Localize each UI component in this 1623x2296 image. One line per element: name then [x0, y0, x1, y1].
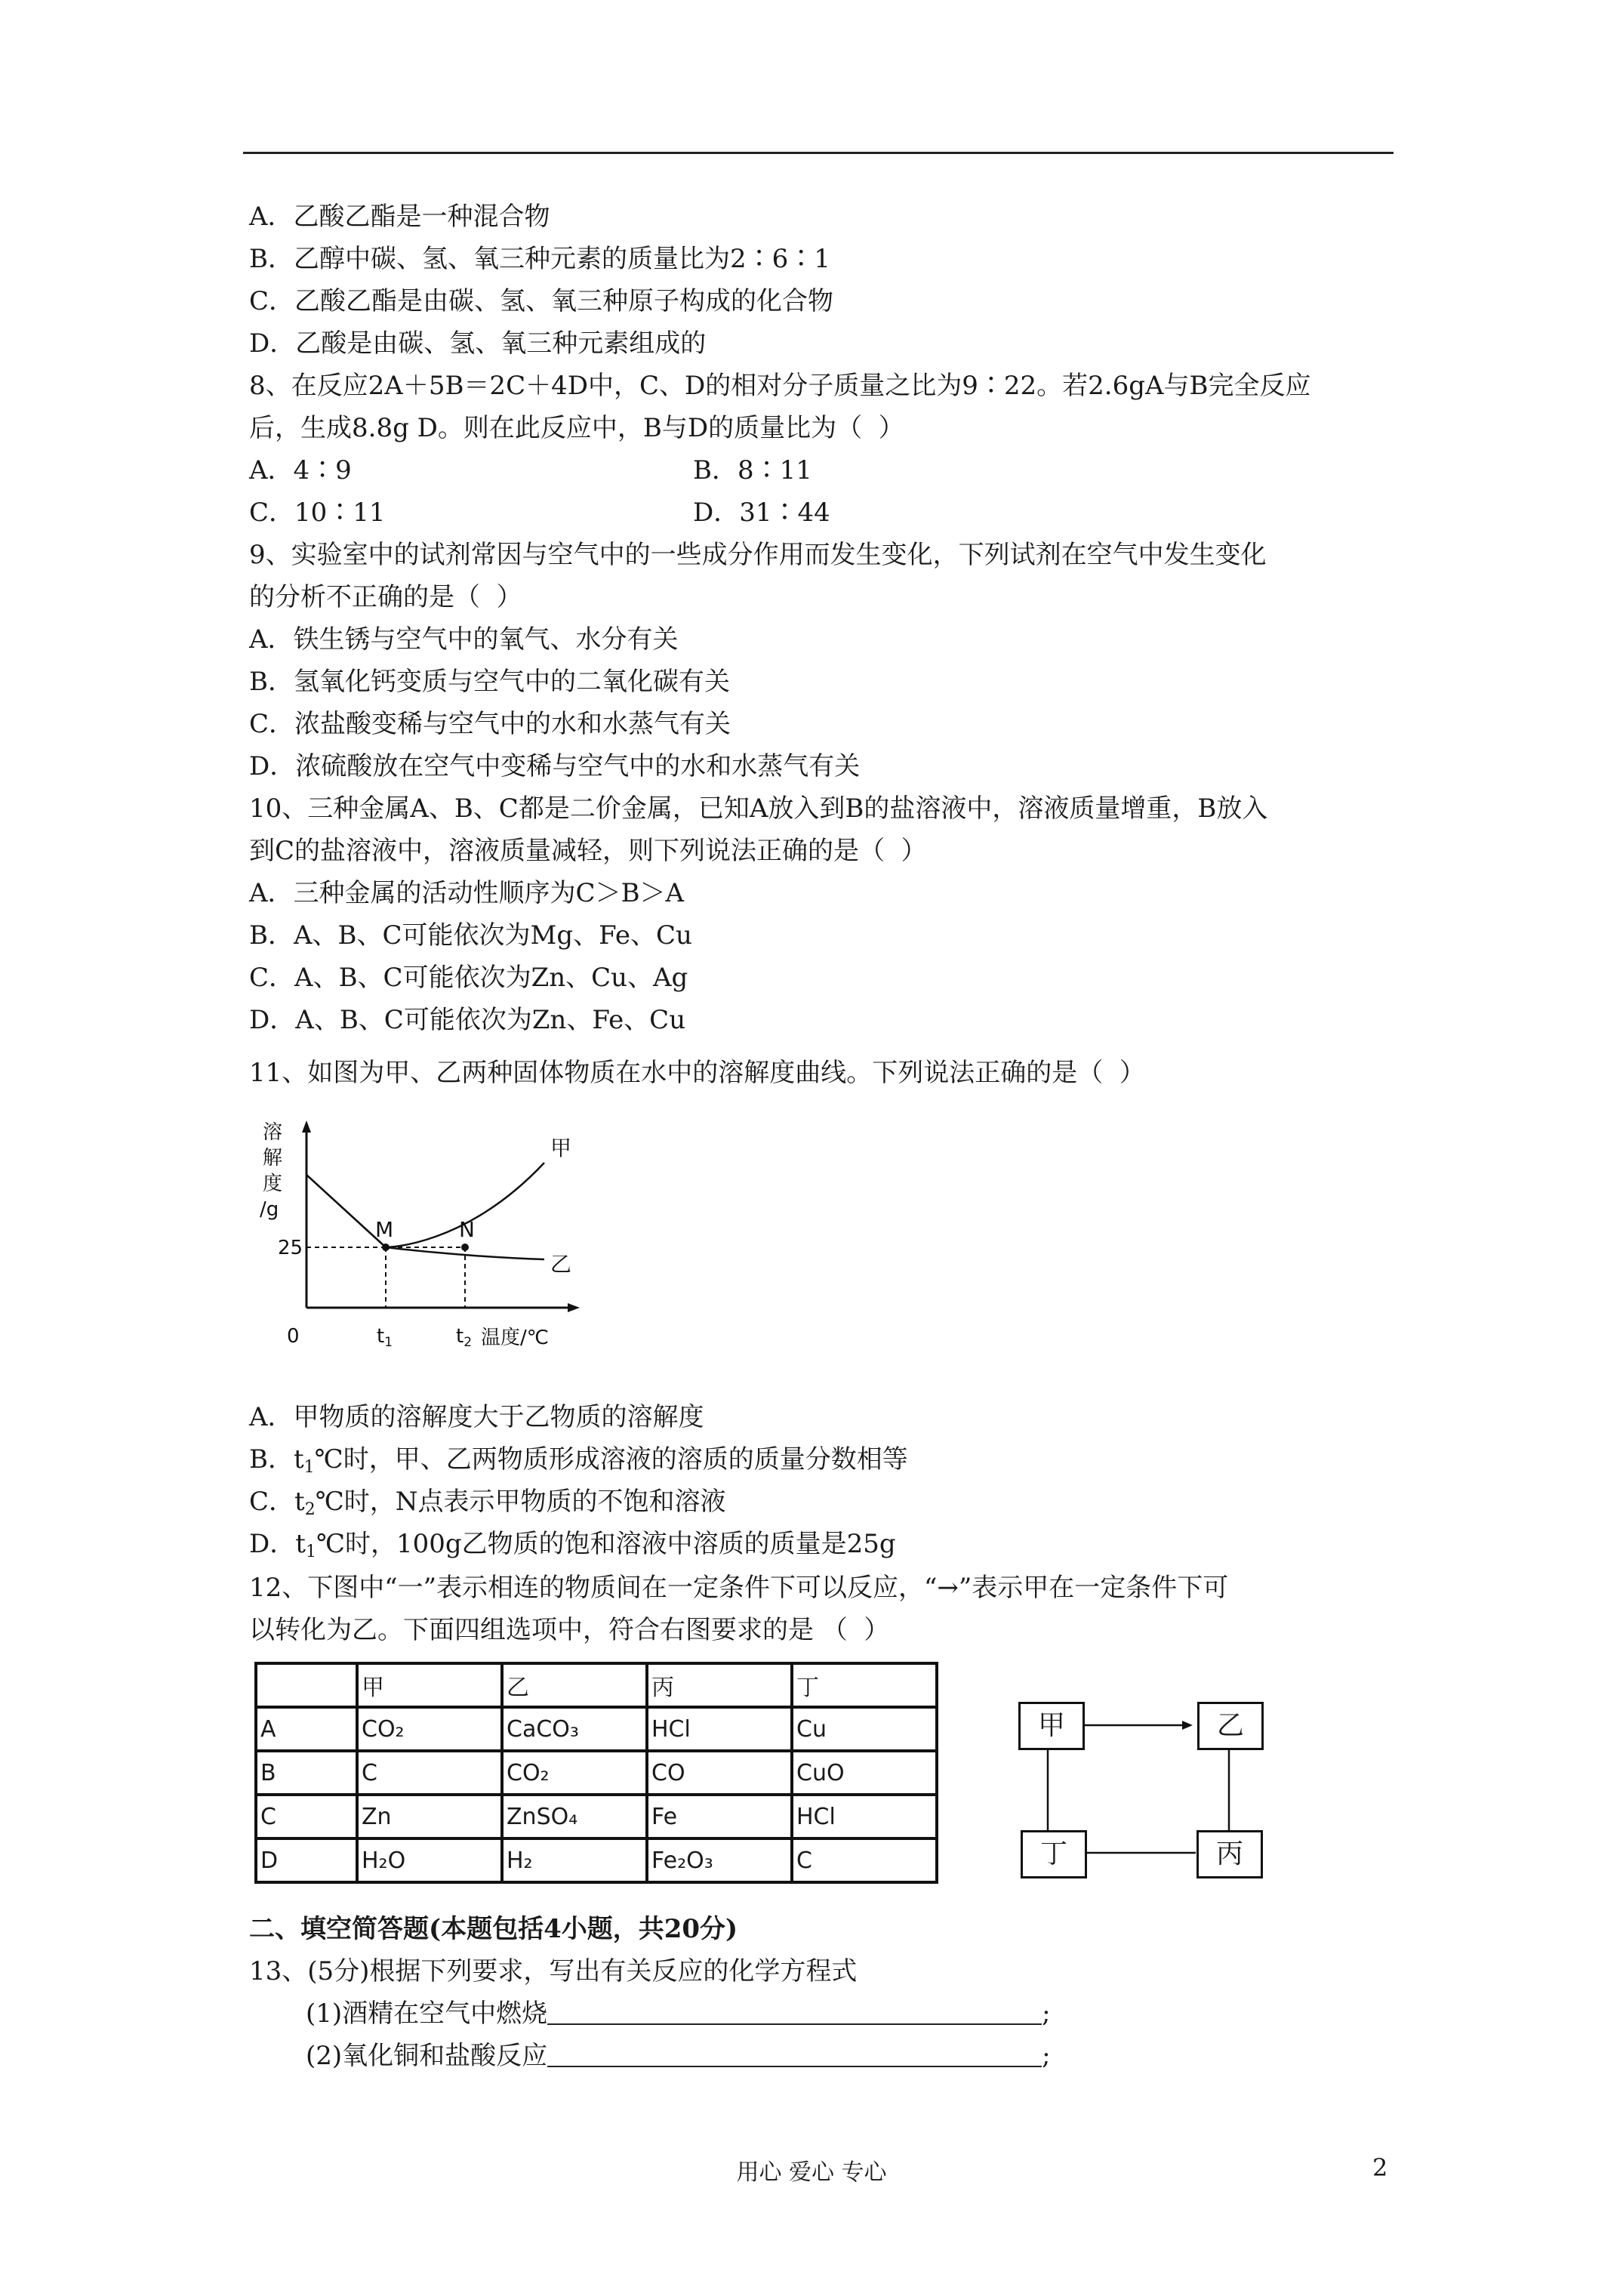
table-cell: CO	[647, 1751, 792, 1795]
diagram-box-jia: 甲	[1018, 1702, 1085, 1750]
y-tick-label: 25	[278, 1237, 303, 1259]
table-cell: A	[256, 1707, 357, 1751]
q11-option-d: D．$t_1℃$时，100g乙物质的饱和溶液中溶质的质量是25g	[249, 1529, 896, 1561]
chart-ylabel-part: /g	[260, 1198, 279, 1221]
diagram-box-ding: 丁	[1021, 1830, 1087, 1878]
arrow-head-icon	[1182, 1721, 1193, 1730]
table-cell: C	[256, 1795, 357, 1838]
table-cell: D	[256, 1838, 357, 1882]
chart-ylabel-part: 度	[263, 1173, 283, 1195]
q9-option-c: C．浓盐酸变稀与空气中的水和水蒸气有关	[249, 709, 731, 739]
q10-option-a: A．三种金属的活动性顺序为C＞B＞A	[249, 878, 685, 908]
q8-option-a: A．4∶9	[249, 455, 352, 485]
diagram-box-bing: 丙	[1196, 1830, 1263, 1878]
q9-stem-line1: 9、实验室中的试剂常因与空气中的一些成分作用而发生变化，下列试剂在空气中发生变化	[249, 540, 1267, 570]
q8-stem-line1: 8、在反应2A＋5B＝2C＋4D中，C、D的相对分子质量之比为9∶22。若2.6gA与B完全反应	[249, 371, 1311, 401]
table-header-cell: 乙	[502, 1663, 647, 1707]
table-header-row	[256, 1663, 937, 1707]
point-n	[461, 1244, 469, 1251]
q12-stem-line2: 以转化为乙。下面四组选项中，符合右图要求的是 （ ）	[249, 1615, 890, 1645]
diagram-box-yi: 乙	[1197, 1702, 1264, 1750]
q8-option-c: C．10∶11	[249, 498, 386, 528]
series-label: 甲	[550, 1136, 572, 1160]
chart-ylabel-part: 溶	[263, 1121, 283, 1144]
table-cell: H₂O	[357, 1838, 502, 1882]
q7-option-d: D．乙酸是由碳、氢、氧三种元素组成的	[249, 328, 707, 359]
header-rule	[243, 152, 1394, 154]
solubility-chart	[257, 1117, 596, 1351]
q7-option-a: A．乙酸乙酯是一种混合物	[249, 202, 550, 232]
q9-stem-line2: 的分析不正确的是（ ）	[249, 582, 522, 612]
table-cell: Zn	[357, 1795, 502, 1838]
q10-option-d: D．A、B、C可能依次为Zn、Fe、Cu	[249, 1005, 686, 1035]
q8-option-b: B．8∶11	[693, 455, 812, 485]
q8-option-d: D．31∶44	[693, 498, 830, 528]
q12-options-table	[254, 1662, 938, 1884]
series-line-jia	[306, 1163, 544, 1247]
q13-item1-label: (1)酒精在空气中燃烧	[306, 1999, 548, 2029]
q7-option-b: B．乙醇中碳、氢、氧三种元素的质量比为2∶6∶1	[249, 244, 830, 274]
x-tick-label: t2	[456, 1325, 473, 1350]
q11-option-b: B．$t_1℃$时，甲、乙两物质形成溶液的溶质的质量分数相等	[249, 1444, 908, 1477]
table-cell: H₂	[502, 1838, 647, 1882]
chart-y-axis-label	[260, 1121, 282, 1221]
point-label: M	[375, 1217, 394, 1242]
q9-option-d: D．浓硫酸放在空气中变稀与空气中的水和水蒸气有关	[249, 751, 861, 781]
table-row	[256, 1707, 937, 1751]
table-row	[256, 1795, 937, 1838]
q11-stem: 11、如图为甲、乙两种固体物质在水中的溶解度曲线。下列说法正确的是（ ）	[249, 1058, 1145, 1088]
chart-origin-label: 0	[287, 1325, 300, 1348]
point-label: N	[459, 1217, 475, 1242]
table-cell: HCl	[647, 1707, 792, 1751]
table-cell: Fe₂O₃	[647, 1838, 792, 1882]
chart-x-axis-arrow	[568, 1303, 580, 1312]
q9-option-a: A．铁生锈与空气中的氧气、水分有关	[249, 624, 679, 655]
q12-stem-line1: 12、下图中“一”表示相连的物质间在一定条件下可以反应，“→”表示甲在一定条件下可	[249, 1573, 1229, 1603]
table-cell: CuO	[792, 1751, 937, 1795]
table-cell: Cu	[792, 1707, 937, 1751]
chart-y-axis-arrow	[302, 1120, 311, 1133]
table-cell: CO₂	[357, 1707, 502, 1751]
table-cell: C	[792, 1838, 937, 1882]
page-footer: 用心 爱心 专心	[736, 2159, 887, 2186]
table-cell: C	[357, 1751, 502, 1795]
q10-option-b: B．A、B、C可能依次为Mg、Fe、Cu	[249, 920, 692, 951]
q11-option-c: C．$t_2℃$时，N点表示甲物质的不饱和溶液	[249, 1487, 726, 1519]
series-label: 乙	[550, 1252, 572, 1277]
table-cell: ZnSO₄	[502, 1795, 647, 1838]
q13-item2-label: (2)氧化铜和盐酸反应	[306, 2041, 548, 2071]
q7-option-c: C．乙酸乙酯是由碳、氢、氧三种原子构成的化合物	[249, 286, 834, 316]
table-row	[256, 1751, 937, 1795]
table-header-cell: 丁	[792, 1663, 937, 1707]
q11-option-a: A．甲物质的溶解度大于乙物质的溶解度	[249, 1402, 704, 1432]
table-row	[256, 1838, 937, 1882]
chart-xlabel: 温度/℃	[481, 1327, 549, 1349]
q9-option-b: B．氢氧化钙变质与空气中的二氧化碳有关	[249, 667, 730, 697]
x-tick-label: t1	[377, 1325, 393, 1350]
q13-stem: 13、(5分)根据下列要求，写出有关反应的化学方程式	[249, 1956, 858, 1986]
q13-item2: (2)氧化铜和盐酸反应 ;	[306, 2041, 1051, 2071]
table-cell: CO₂	[502, 1751, 647, 1795]
answer-blank	[547, 2001, 1042, 2025]
q8-stem-line2: 后，生成8.8g D。则在此反应中，B与D的质量比为（ ）	[249, 413, 904, 443]
table-header-cell: 丙	[647, 1663, 792, 1707]
table-header-cell: 甲	[357, 1663, 502, 1707]
table-cell: CaCO₃	[502, 1707, 647, 1751]
page-number: 2	[1372, 2153, 1388, 2182]
section-title: 二、填空简答题(本题包括4小题，共20分)	[249, 1914, 738, 1944]
answer-blank	[547, 2043, 1042, 2067]
table-cell: HCl	[792, 1795, 937, 1838]
q13-item1: (1)酒精在空气中燃烧 ;	[306, 1999, 1051, 2029]
q10-stem-line1: 10、三种金属A、B、C都是二价金属，已知A放入到B的盐溶液中，溶液质量增重，B放入	[249, 794, 1268, 824]
q10-option-c: C．A、B、C可能依次为Zn、Cu、Ag	[249, 963, 688, 993]
table-cell: Fe	[647, 1795, 792, 1838]
chart-ylabel-part: 解	[263, 1147, 283, 1170]
q10-stem-line2: 到C的盐溶液中，溶液质量减轻，则下列说法正确的是（ ）	[249, 836, 927, 866]
table-cell: B	[256, 1751, 357, 1795]
table-header-cell	[256, 1663, 357, 1707]
point-m	[382, 1244, 390, 1251]
